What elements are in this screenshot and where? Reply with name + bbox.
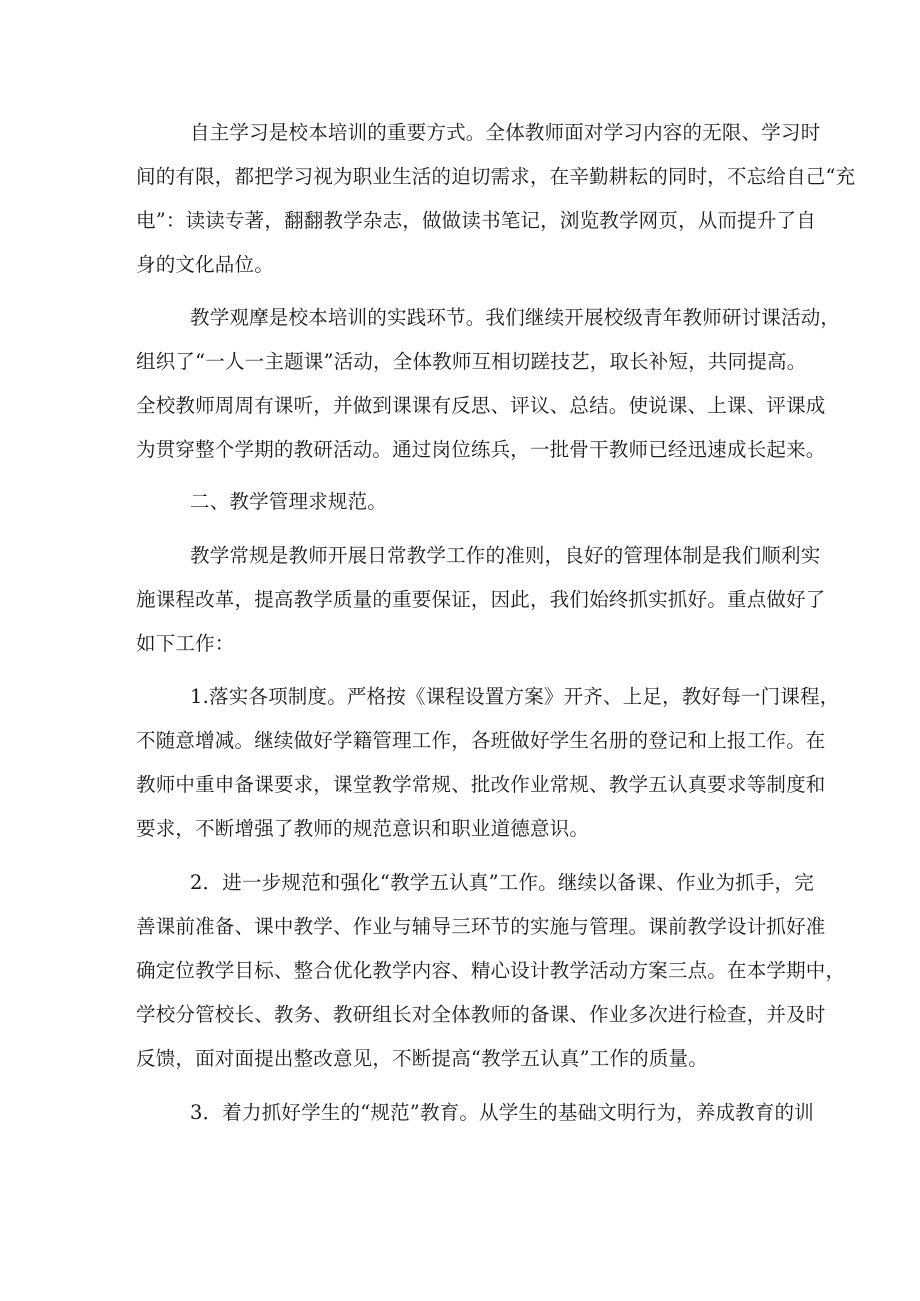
text-line: 组织了“一人一主题课”活动，全体教师互相切蹉技艺，取长补短，共同提高。 bbox=[136, 350, 807, 373]
text-line: 如下工作： bbox=[136, 632, 235, 655]
text-line: 间的有限，都把学习视为职业生活的迫切需求，在辛勤耕耘的同时，不忘给自己“充 bbox=[136, 165, 856, 188]
section-heading: 二、教学管理求规范。 bbox=[190, 490, 388, 513]
text-line: 确定位教学目标、整合优化教学内容、精心设计教学活动方案三点。在本学期中， bbox=[136, 959, 846, 982]
text-line: 全校教师周周有课听，并做到课课有反思、评议、总结。使说课、上课、评课成 bbox=[136, 394, 826, 417]
text-line: 1.落实各项制度。严格按《课程设置方案》开齐、上足，教好每一门课程， bbox=[190, 685, 840, 708]
text-line: 3．着力抓好学生的“规范”教育。从学生的基础文明行为，养成教育的训 bbox=[190, 1101, 814, 1124]
text-line: 自主学习是校本培训的重要方式。全体教师面对学习内容的无限、学习时 bbox=[190, 121, 821, 144]
text-line: 为贯穿整个学期的教研活动。通过岗位练兵，一批骨干教师已经迅速成长起来。 bbox=[136, 438, 826, 461]
text-line: 不随意增减。继续做好学籍管理工作，各班做好学生名册的登记和上报工作。在 bbox=[136, 729, 826, 752]
text-line: 反馈，面对面提出整改意见，不断提高“教学五认真”工作的质量。 bbox=[136, 1047, 708, 1070]
text-line: 学校分管校长、教务、教研组长对全体教师的备课、作业多次进行检查，并及时 bbox=[136, 1003, 826, 1026]
text-line: 善课前准备、课中教学、作业与辅导三环节的实施与管理。课前教学设计抓好准 bbox=[136, 915, 826, 938]
text-line: 要求，不断增强了教师的规范意识和职业道德意识。 bbox=[136, 817, 590, 840]
text-line: 电”：读读专著，翻翻教学杂志，做做读书笔记，浏览教学网页，从而提升了自 bbox=[136, 209, 816, 232]
text-line: 身的文化品位。 bbox=[136, 253, 274, 276]
text-line: 教师中重申备课要求，课堂教学常规、批改作业常规、教学五认真要求等制度和 bbox=[136, 773, 826, 796]
text-line: 2．进一步规范和强化“教学五认真”工作。继续以备课、作业为抓手，完 bbox=[190, 871, 814, 894]
text-line: 教学常规是教师开展日常教学工作的准则，良好的管理体制是我们顺利实 bbox=[190, 544, 821, 567]
text-line: 教学观摩是校本培训的实践环节。我们继续开展校级青年教师研讨课活动， bbox=[190, 306, 841, 329]
text-line: 施课程改革，提高教学质量的重要保证，因此，我们始终抓实抓好。重点做好了 bbox=[136, 588, 826, 611]
